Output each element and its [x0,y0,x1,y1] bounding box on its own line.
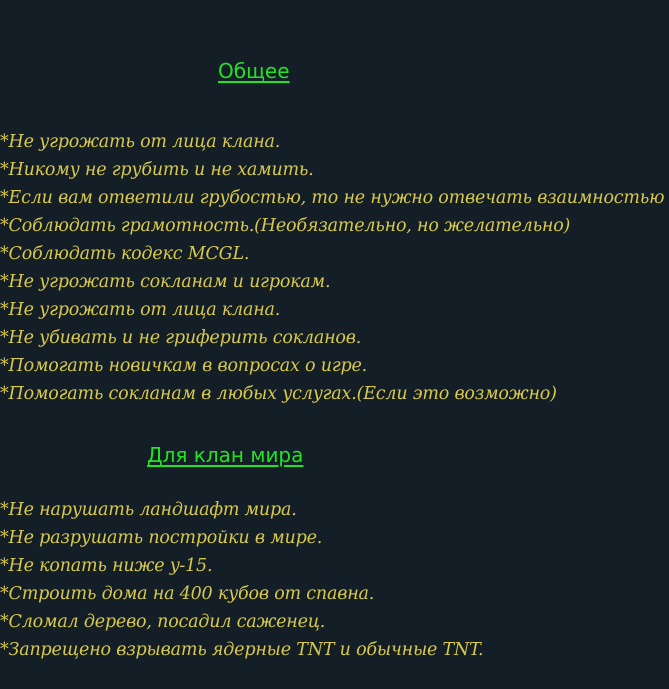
rule-item: *Соблюдать грамотность.(Необязательно, но желательно) [0,216,571,236]
rule-item: *Не разрушать постройки в мире. [0,528,323,548]
section-title-general: Общее [218,59,290,83]
general-rules-list [0,128,664,408]
rule-item: *Сломал дерево, посадил саженец. [0,612,326,632]
rule-item: *Запрещено взрывать ядерные TNT и обычные TNT. [0,640,484,660]
rule-item: *Строить дома на 400 кубов от спавна. [0,584,375,604]
section-title-world: Для клан мира [147,443,304,467]
rule-item: *Не угрожать от лица клана. [0,132,281,152]
rule-item: *Не нарушать ландшафт мира. [0,500,297,520]
rule-item: *Не копать ниже y-15. [0,556,213,576]
rule-item: *Помогать сокланам в любых услугах.(Если это возможно) [0,384,557,404]
rule-item: *Не убивать и не гриферить сокланов. [0,328,362,348]
rule-item: *Не угрожать от лица клана. [0,300,281,320]
rule-item: *Никому не грубить и не хамить. [0,160,314,180]
rule-item: *Помогать новичкам в вопросах о игре. [0,356,367,376]
world-rules-list [0,496,483,664]
rule-item: *Не угрожать сокланам и игрокам. [0,272,331,292]
rule-item: *Соблюдать кодекс MCGL. [0,244,250,264]
rule-item: *Если вам ответили грубостью, то не нужно отвечать взаимностью [0,188,665,208]
